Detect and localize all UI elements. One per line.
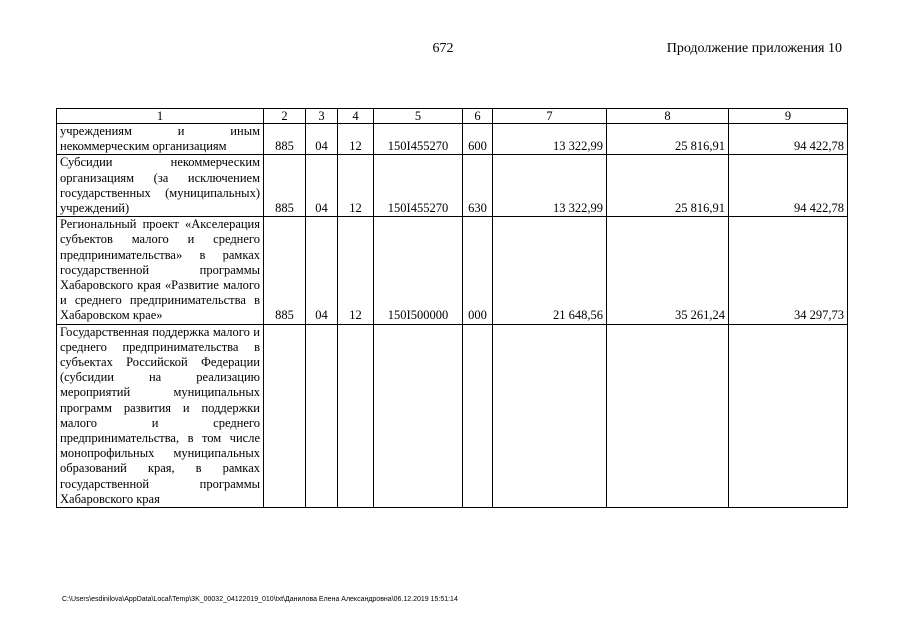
- cell-target-article: 150I455270: [374, 124, 463, 155]
- row-name-cell: [57, 124, 264, 155]
- cell-amount-9: [729, 324, 848, 507]
- cell-section: 04: [306, 124, 338, 155]
- cell-expense-type: [463, 324, 493, 507]
- cell-amount-9: 94 422,78: [729, 155, 848, 217]
- budget-table: [56, 108, 848, 508]
- cell-expense-type: 000: [463, 217, 493, 324]
- cell-target-article: [374, 324, 463, 507]
- column-header: 1: [57, 109, 264, 124]
- cell-section: [306, 324, 338, 507]
- cell-amount-7: 13 322,99: [493, 155, 607, 217]
- cell-amount-7: 13 322,99: [493, 124, 607, 155]
- cell-amount-8: [607, 324, 729, 507]
- cell-amount-9: 34 297,73: [729, 217, 848, 324]
- cell-expense-type: 600: [463, 124, 493, 155]
- row-name-cell: [57, 217, 264, 324]
- table-row: [57, 217, 848, 324]
- cell-ministry: [264, 324, 306, 507]
- column-header: 9: [729, 109, 848, 124]
- column-header: 8: [607, 109, 729, 124]
- cell-ministry: 885: [264, 155, 306, 217]
- appendix-caption: Продолжение приложения 10: [666, 41, 842, 56]
- row-name-text: учреждениям и иным некоммерческим организациям: [60, 124, 260, 154]
- cell-ministry: 885: [264, 124, 306, 155]
- column-header: 5: [374, 109, 463, 124]
- column-header: 4: [338, 109, 374, 124]
- file-path-footer: C:\Users\esdinilova\AppData\Local\Temp\3K_00032_04122019_010\txt\Данилова Елена Александровна\06.12.2019 15:51:14: [62, 596, 458, 603]
- column-header: 6: [463, 109, 493, 124]
- cell-subsection: 12: [338, 217, 374, 324]
- column-header: 7: [493, 109, 607, 124]
- row-name-text: Государственная поддержка малого и среднего предпринимательства в субъектах Российской Федерации (субсидии на реализацию мероприятий муниципальных программ развития и поддержки малого и среднего предпринимательства, в том числе монопрофильных муниципальных образований края, в рамках государственной программы Хабаровского края: [60, 324, 260, 506]
- cell-subsection: [338, 324, 374, 507]
- row-name-cell: [57, 324, 264, 507]
- table-row: [57, 155, 848, 217]
- column-header: 3: [306, 109, 338, 124]
- row-name-text: Субсидии некоммерческим организациям (за исключением государственных (муниципальных) учреждений): [60, 155, 260, 216]
- row-name-cell: [57, 155, 264, 217]
- cell-target-article: 150I500000: [374, 217, 463, 324]
- cell-amount-8: 25 816,91: [607, 124, 729, 155]
- cell-target-article: 150I455270: [374, 155, 463, 217]
- row-name-text: Региональный проект «Акселерация субъектов малого и среднего предпринимательства» в рамках государственной программы Хабаровского края «Развитие малого и среднего предпринимательства в Хабаровском крае»: [60, 217, 260, 323]
- cell-amount-9: 94 422,78: [729, 124, 848, 155]
- table-header-row: [57, 109, 848, 124]
- cell-expense-type: 630: [463, 155, 493, 217]
- page-number: 672: [432, 41, 454, 56]
- cell-amount-7: 21 648,56: [493, 217, 607, 324]
- table-row: [57, 324, 848, 507]
- column-header: 2: [264, 109, 306, 124]
- cell-section: 04: [306, 217, 338, 324]
- table-row: [57, 124, 848, 155]
- cell-amount-7: [493, 324, 607, 507]
- cell-subsection: 12: [338, 124, 374, 155]
- cell-section: 04: [306, 155, 338, 217]
- cell-amount-8: 35 261,24: [607, 217, 729, 324]
- cell-ministry: 885: [264, 217, 306, 324]
- cell-amount-8: 25 816,91: [607, 155, 729, 217]
- cell-subsection: 12: [338, 155, 374, 217]
